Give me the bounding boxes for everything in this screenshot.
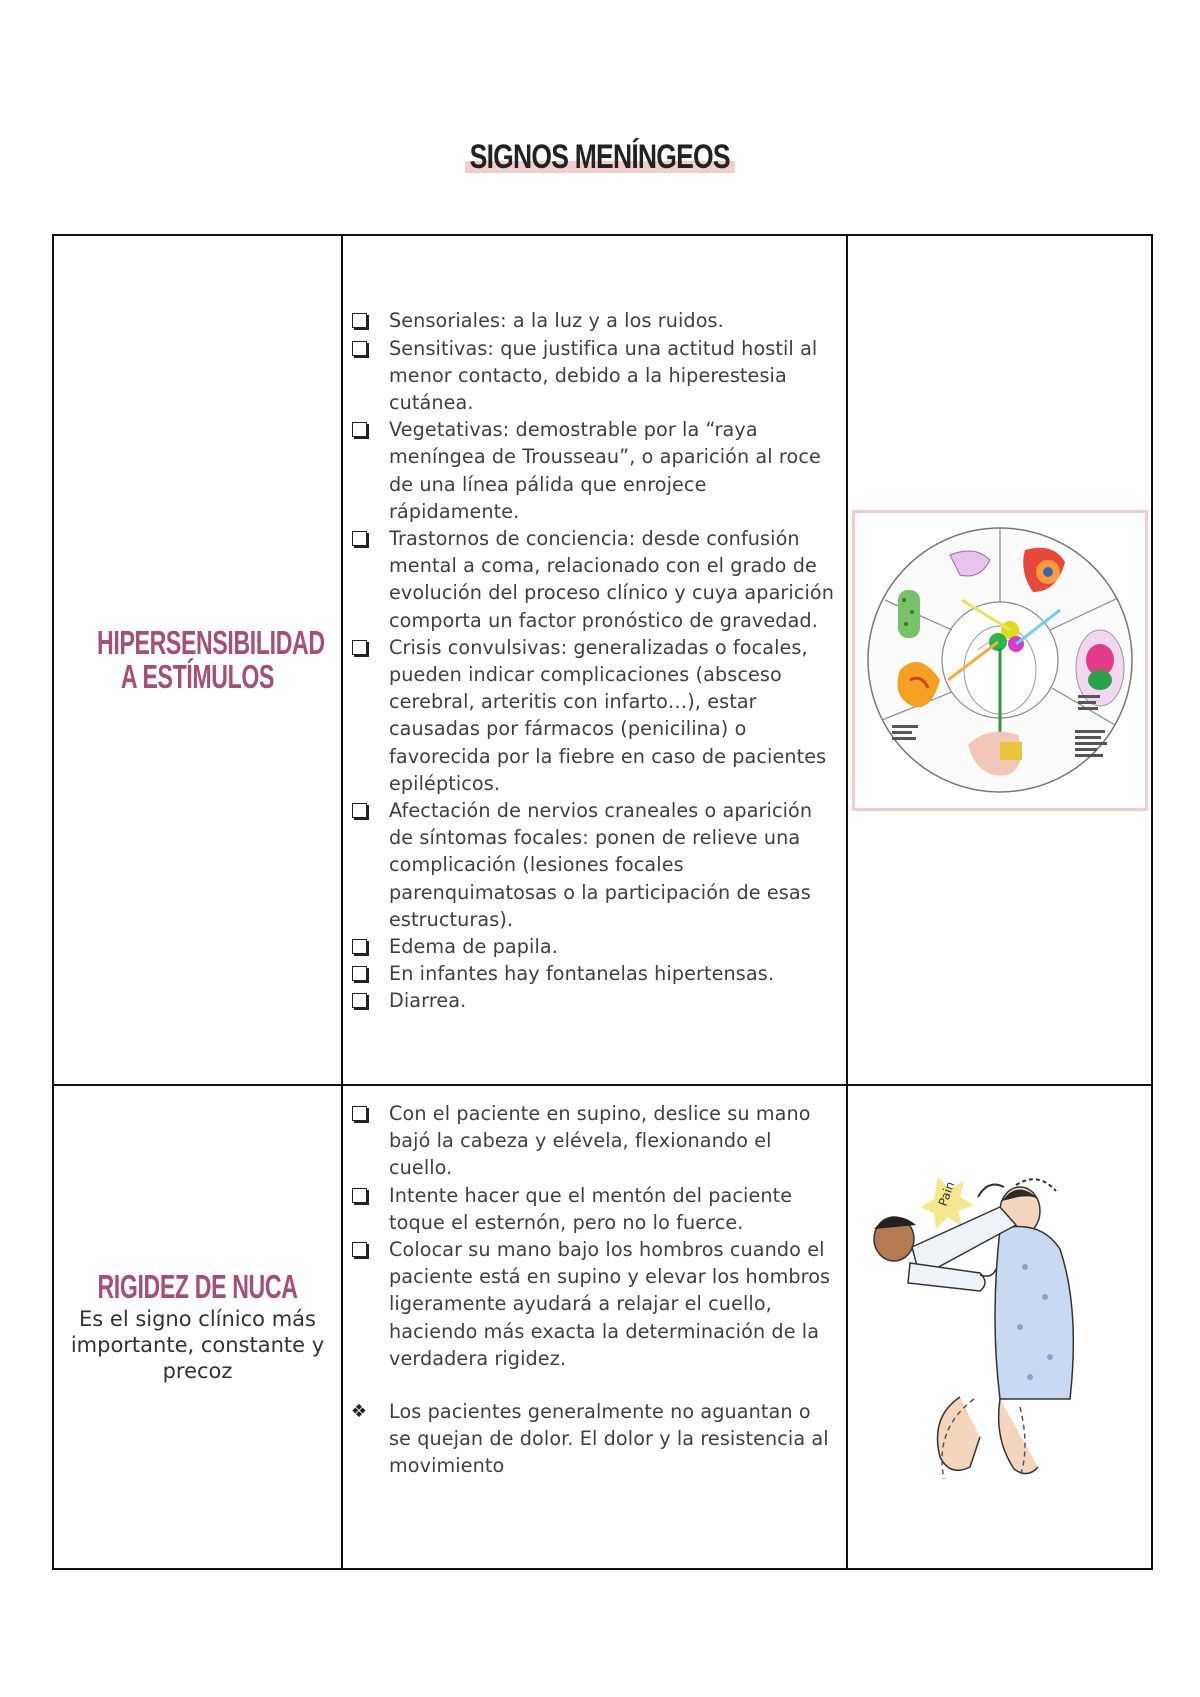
list-item: Edema de papila. <box>389 933 838 960</box>
list-item: Sensoriales: a la luz y a los ruidos. <box>389 307 838 334</box>
page-title: SIGNOS MENÍNGEOS <box>465 138 734 177</box>
list-item: Sensitivas: que justifica una actitud hostil al menor contacto, debido a la hiperestesia cutánea. <box>389 335 838 417</box>
checkbox-bullet-icon <box>349 933 369 962</box>
list-item: Vegetativas: demostrable por la “raya meníngea de Trousseau”, o aparición al roce de una línea pálida que enrojece rápidamente. <box>389 416 838 525</box>
senses-wheel-icon <box>860 520 1140 800</box>
list-item: Diarrea. <box>389 987 838 1014</box>
checkbox-bullet-icon <box>349 1236 369 1265</box>
list-item: Con el paciente en supino, deslice su mano bajó la cabeza y elévela, flexionando el cuello. <box>389 1100 838 1182</box>
sign-items-list <box>343 293 846 1026</box>
table-row <box>53 235 1152 1085</box>
nuchal-rigidity-exam-illustration <box>850 1167 1150 1487</box>
sign-name-cell <box>53 1085 342 1569</box>
sign-items-cell <box>342 235 847 1085</box>
checkbox-bullet-icon <box>349 634 369 663</box>
checkbox-bullet-icon <box>349 797 369 826</box>
signs-table <box>52 234 1153 1570</box>
pain-label: Pain <box>935 1179 957 1209</box>
list-item: Afectación de nervios craneales o aparición de síntomas focales: ponen de relieve una complicación (lesiones focales parenquimatosas o la participación de esas estructuras). <box>389 797 838 933</box>
table-row <box>53 1085 1152 1569</box>
checkbox-bullet-icon <box>349 416 369 445</box>
sign-note: Es el signo clínico más importante, constante y precoz <box>70 1307 325 1383</box>
sign-items-cell <box>342 1085 847 1569</box>
list-item: Intente hacer que el mentón del paciente toque el esternón, pero no lo fuerce. <box>389 1182 838 1236</box>
sign-items-list <box>343 1086 846 1492</box>
checkbox-bullet-icon <box>349 987 369 1016</box>
sign-name: HIPERSENSIBILIDAD A ESTÍMULOS <box>97 624 325 695</box>
list-item: Trastornos de conciencia: desde confusión mental a coma, relacionado con el grado de evolución del proceso clínico y cuya aparición comporta un factor pronóstico de gravedad. <box>389 525 838 634</box>
list-item: En infantes hay fontanelas hipertensas. <box>389 960 838 987</box>
nuchal-rigidity-illustration-cell <box>847 1085 1152 1569</box>
senses-wheel-illustration <box>852 510 1148 811</box>
checkbox-bullet-icon <box>349 960 369 989</box>
checkbox-bullet-icon <box>349 1182 369 1211</box>
senses-illustration-cell <box>847 235 1152 1085</box>
list-item: Colocar su mano bajo los hombros cuando el paciente está en supino y elevar los hombros ligeramente ayudará a relajar el cuello, haciendo más exacta la determinación de la verdadera rigidez. <box>389 1236 838 1372</box>
sign-name: RIGIDEZ DE NUCA <box>97 1268 298 1305</box>
checkbox-bullet-icon <box>349 307 369 336</box>
list-item: ❖ Los pacientes generalmente no aguantan o se quejan de dolor. El dolor y la resistencia al movimiento <box>350 1400 829 1478</box>
checkbox-bullet-icon <box>349 335 369 364</box>
diamond-bullet-icon: ❖ <box>350 1401 368 1423</box>
checkbox-bullet-icon <box>349 1100 369 1129</box>
checkbox-bullet-icon <box>349 525 369 554</box>
list-item: Crisis convulsivas: generalizadas o focales, pueden indicar complicaciones (absceso cerebral, arteritis con infarto…), estar causadas por fármacos (penicilina) o favorecida por la fiebre en caso de pacientes epilépticos. <box>389 634 838 797</box>
sign-name-cell <box>53 235 342 1085</box>
